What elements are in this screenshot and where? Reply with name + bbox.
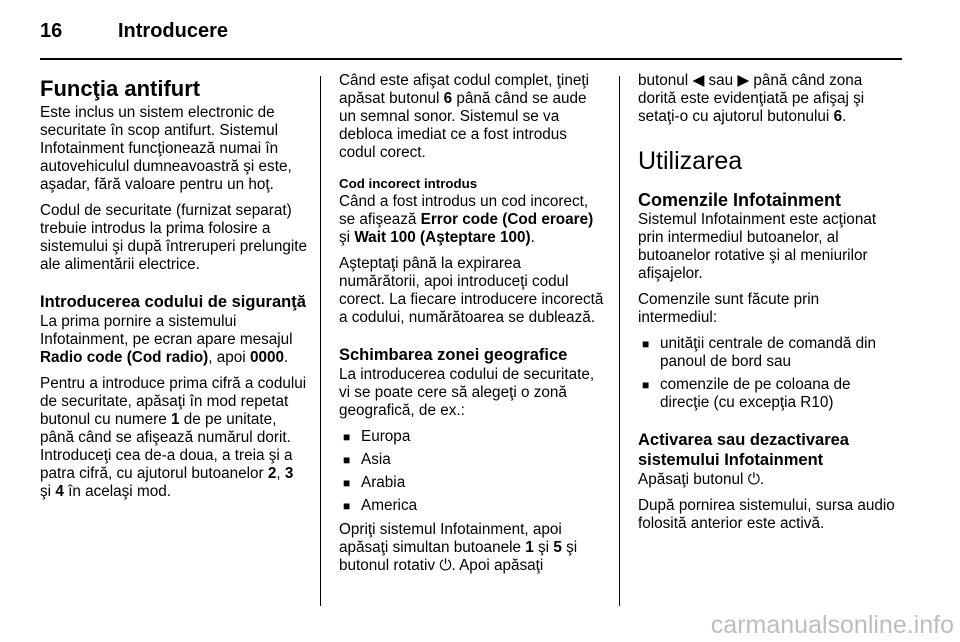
section-title-usage: Utilizarea bbox=[638, 147, 743, 175]
column-1 bbox=[40, 72, 308, 509]
column-divider-1 bbox=[320, 76, 321, 606]
list-item: ■ America bbox=[339, 497, 605, 515]
list-item: ■ Arabia bbox=[339, 474, 605, 492]
controls-list bbox=[638, 335, 902, 412]
paragraph: Apăsaţi butonul ⏻. bbox=[638, 471, 765, 488]
paragraph: Când este afişat codul complet, ţineţi apăsat butonul 6 până când se aude un semnal sonor. Sistemul se va debloca imediat ce a fost introdus codul corect. bbox=[339, 72, 589, 161]
subsection-title-controls: Comenzile Infotainment bbox=[638, 190, 842, 210]
paragraph: Opriţi sistemul Infotainment, apoi apăsaţi simultan butoanele 1 şi 5 şi butonul rotativ ⏻. Apoi apăsaţi bbox=[339, 521, 578, 574]
section-title-antitheft: Funcţia antifurt bbox=[40, 76, 201, 101]
column-2 bbox=[339, 72, 605, 583]
paragraph: Pentru a introduce prima cifră a codului de securitate, apăsaţi în mod repetat butonul cu numere 1 de pe unitate, până când se afişează numărul dorit. Introduceţi cea de-a doua, a treia şi a patra cifră, cu ajutorul butoanelor 2, 3 şi 4 în acelaşi mod. bbox=[40, 375, 307, 500]
paragraph: Codul de securitate (furnizat separat) trebuie introdus la prima folosire a sistemului şi după întreruperi prelungite ale alimentării electrice. bbox=[40, 202, 307, 273]
paragraph: Sistemul Infotainment este acţionat prin intermediul butoanelor, al butoanelor rotative şi al meniurilor afişajelor. bbox=[638, 211, 877, 282]
paragraph: Este inclus un sistem electronic de securitate în scop antifurt. Sistemul Infotainment funcţionează numai în autovehiculul dumneavoastră şi este, aşadar, fără valoare pentru un hoţ. bbox=[40, 104, 292, 193]
power-icon: ⏻ bbox=[439, 557, 452, 574]
subsection-title-onoff: Activarea sau dezactivarea sistemului Infotainment bbox=[638, 431, 849, 469]
column-3 bbox=[638, 72, 902, 541]
list-item: ■ Asia bbox=[339, 451, 605, 469]
watermark: carmanualsonline.info bbox=[710, 611, 954, 639]
paragraph: Când a fost introdus un cod incorect, se afişează Error code (Cod eroare) şi Wait 100 (Aşteptare 100). bbox=[339, 193, 594, 246]
list-item: ■ unităţii centrale de comandă din panoul de bord sau bbox=[638, 335, 902, 371]
list-item: ■ comenzile de pe coloana de direcţie (cu excepţia R10) bbox=[638, 376, 902, 412]
page-number: 16 bbox=[40, 20, 63, 42]
list-item: ■ Europa bbox=[339, 428, 605, 446]
paragraph: Comenzile sunt făcute prin intermediul: bbox=[638, 291, 820, 326]
chapter-title: Introducere bbox=[118, 20, 229, 42]
subsection-title-wrong-code: Cod incorect introdus bbox=[339, 176, 478, 191]
arrow-right-icon: ▶ bbox=[737, 72, 750, 89]
power-icon: ⏻ bbox=[747, 471, 760, 488]
header-rule bbox=[40, 58, 902, 60]
paragraph: După pornirea sistemului, sursa audio folosită anterior este activă. bbox=[638, 497, 895, 532]
subsection-title-code-entry: Introducerea codului de siguranţă bbox=[40, 293, 306, 311]
arrow-left-icon: ◀ bbox=[692, 72, 705, 89]
paragraph: La introducerea codului de securitate, vi se poate cere să alegeţi o zonă geografică, de ex.: bbox=[339, 366, 595, 419]
paragraph: Aşteptaţi până la expirarea numărătorii, apoi introduceţi codul corect. La fiecare introducere incorectă a codului, numărătoarea se dublează. bbox=[339, 255, 604, 326]
paragraph: butonul ◀ sau ▶ până când zona dorită este evidenţiată pe afişaj şi setaţi-o cu ajutorul butonului 6. bbox=[638, 72, 865, 125]
subsection-title-region: Schimbarea zonei geografice bbox=[339, 346, 568, 364]
column-divider-2 bbox=[619, 76, 620, 606]
paragraph: La prima pornire a sistemului Infotainment, pe ecran apare mesajul Radio code (Cod radio), apoi 0000. bbox=[40, 313, 293, 366]
region-list bbox=[339, 428, 605, 515]
